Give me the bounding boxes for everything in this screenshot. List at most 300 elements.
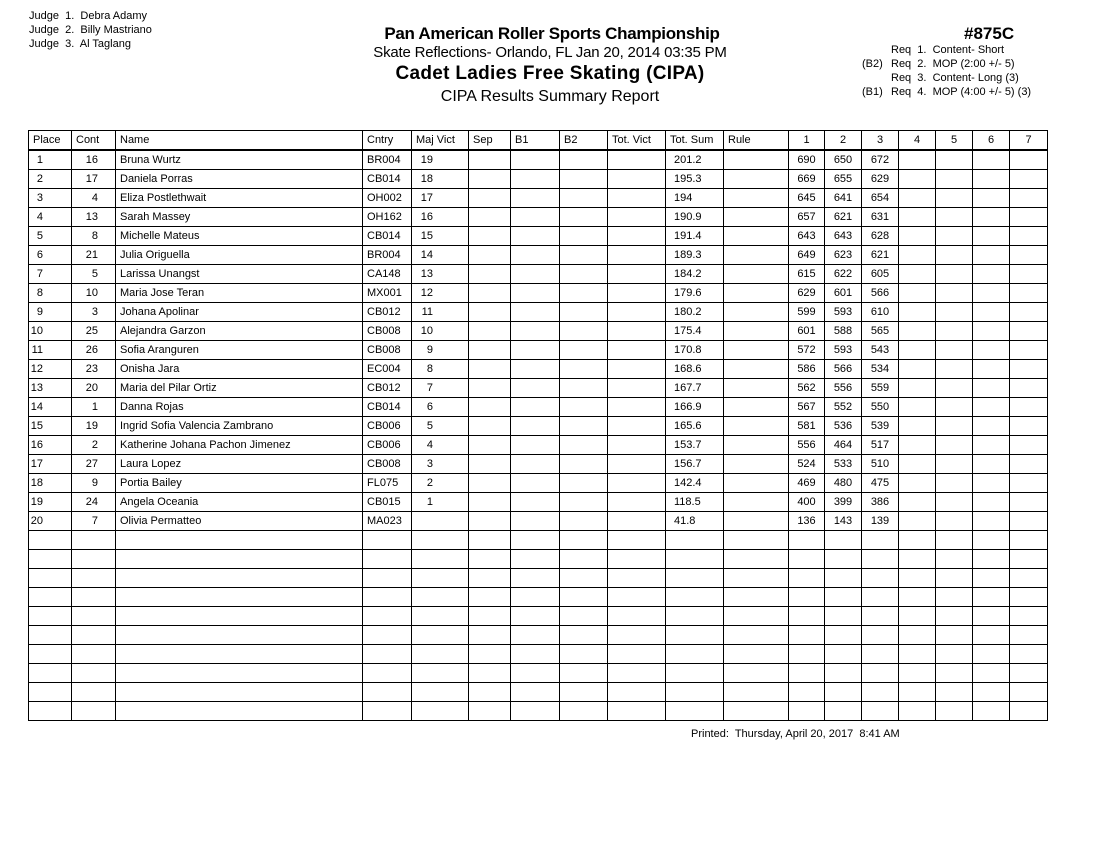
- cell-judge-6: [973, 607, 1010, 626]
- col-header-tot-sum: Tot. Sum: [666, 131, 724, 151]
- cell-b2: [560, 360, 608, 379]
- table-row: [29, 436, 1048, 455]
- cell-cont: 23: [72, 360, 116, 379]
- requirement-3: [862, 71, 1031, 85]
- cell-judge-4: [899, 246, 936, 265]
- cell-place: 20: [29, 512, 72, 531]
- empty-table-row: [29, 607, 1048, 626]
- cell-b1: [511, 512, 560, 531]
- empty-table-row: [29, 626, 1048, 645]
- cell-judge-2: 533: [825, 455, 862, 474]
- cell-judge-7: [1010, 493, 1048, 512]
- cell-name: Michelle Mateus: [116, 227, 363, 246]
- cell-cont: 16: [72, 150, 116, 170]
- cell-judge-1: 586: [789, 360, 825, 379]
- cell-judge-6: [973, 379, 1010, 398]
- cell-judge-1: 567: [789, 398, 825, 417]
- cell-tot-sum: 175.4: [666, 322, 724, 341]
- cell-sep: [469, 493, 511, 512]
- cell-judge-3: [862, 569, 899, 588]
- cell-judge-6: [973, 398, 1010, 417]
- cell-judge-2: [825, 531, 862, 550]
- cell-judge-3: [862, 702, 899, 721]
- cell-cntry: CB014: [363, 170, 412, 189]
- cell-b2: [560, 150, 608, 170]
- cell-b2: [560, 455, 608, 474]
- cell-sep: [469, 531, 511, 550]
- cell-tot-sum: [666, 531, 724, 550]
- results-table: [28, 130, 1048, 721]
- cell-tot-vict: [608, 569, 666, 588]
- cell-sep: [469, 645, 511, 664]
- cell-maj-vict: [412, 398, 469, 417]
- cell-rule: [724, 493, 789, 512]
- cell-tot-vict: [608, 645, 666, 664]
- cell-place: [29, 531, 72, 550]
- cell-rule: [724, 569, 789, 588]
- table-row: [29, 303, 1048, 322]
- report-header: [340, 24, 760, 107]
- col-header-judge-4: 4: [899, 131, 936, 151]
- cell-place: [29, 645, 72, 664]
- cell-rule: [724, 474, 789, 493]
- cell-rule: [724, 208, 789, 227]
- cell-b1: [511, 379, 560, 398]
- cell-judge-5: [936, 417, 973, 436]
- cell-cntry: [363, 683, 412, 702]
- judge-1: [29, 9, 152, 23]
- cell-cont: 13: [72, 208, 116, 227]
- cell-b1: [511, 246, 560, 265]
- cell-tot-sum: [666, 645, 724, 664]
- cell-cont: 8: [72, 227, 116, 246]
- cell-tot-vict: [608, 189, 666, 208]
- cell-sep: [469, 417, 511, 436]
- maj-vict-value: 2: [426, 476, 433, 489]
- cell-judge-6: [973, 322, 1010, 341]
- cell-b2: [560, 702, 608, 721]
- cell-rule: [724, 512, 789, 531]
- cell-tot-vict: [608, 455, 666, 474]
- cell-place: 5: [29, 227, 72, 246]
- cell-judge-4: [899, 683, 936, 702]
- cell-tot-sum: 170.8: [666, 341, 724, 360]
- maj-vict-value: 16: [420, 210, 433, 223]
- cell-b1: [511, 569, 560, 588]
- cell-rule: [724, 150, 789, 170]
- cell-cntry: CB006: [363, 417, 412, 436]
- cell-judge-2: [825, 588, 862, 607]
- cell-name: Sarah Massey: [116, 208, 363, 227]
- cell-judge-6: [973, 531, 1010, 550]
- cell-judge-4: [899, 474, 936, 493]
- printed-timestamp: Printed: Thursday, April 20, 2017 8:41 AM: [691, 728, 900, 740]
- cell-cntry: [363, 664, 412, 683]
- cell-judge-1: 645: [789, 189, 825, 208]
- cell-judge-5: [936, 303, 973, 322]
- maj-vict-value: 11: [421, 305, 433, 318]
- cell-tot-sum: 156.7: [666, 455, 724, 474]
- event-title: Pan American Roller Sports Championship: [384, 24, 720, 43]
- cell-judge-4: [899, 664, 936, 683]
- cell-judge-3: 672: [862, 150, 899, 170]
- cell-tot-vict: [608, 436, 666, 455]
- col-header-cont: Cont: [72, 131, 116, 151]
- cell-judge-3: 386: [862, 493, 899, 512]
- table-row: [29, 379, 1048, 398]
- cell-judge-4: [899, 170, 936, 189]
- cell-place: 11: [29, 341, 72, 360]
- cell-judge-6: [973, 208, 1010, 227]
- col-header-b1: B1: [511, 131, 560, 151]
- cell-name: [116, 607, 363, 626]
- cell-judge-4: [899, 531, 936, 550]
- cell-cont: 20: [72, 379, 116, 398]
- cell-judge-1: [789, 664, 825, 683]
- cell-tot-sum: 184.2: [666, 265, 724, 284]
- cell-rule: [724, 588, 789, 607]
- cell-tot-sum: 168.6: [666, 360, 724, 379]
- cell-judge-4: [899, 150, 936, 170]
- cell-judge-3: 550: [862, 398, 899, 417]
- cell-sep: [469, 303, 511, 322]
- cell-judge-5: [936, 512, 973, 531]
- cell-maj-vict: [412, 474, 469, 493]
- cell-judge-1: [789, 550, 825, 569]
- cell-judge-2: [825, 607, 862, 626]
- cell-maj-vict: [412, 322, 469, 341]
- cell-sep: [469, 322, 511, 341]
- cell-judge-6: [973, 417, 1010, 436]
- judge-2: [29, 23, 152, 37]
- cell-name: Ingrid Sofia Valencia Zambrano: [116, 417, 363, 436]
- cell-tot-sum: 194: [666, 189, 724, 208]
- cell-b1: [511, 626, 560, 645]
- cell-maj-vict: [412, 569, 469, 588]
- cell-rule: [724, 341, 789, 360]
- maj-vict-value: 8: [426, 362, 433, 375]
- cell-judge-3: 654: [862, 189, 899, 208]
- cell-tot-sum: 179.6: [666, 284, 724, 303]
- cell-place: 16: [29, 436, 72, 455]
- cell-cntry: CB012: [363, 303, 412, 322]
- cell-judge-5: [936, 170, 973, 189]
- cell-judge-1: 649: [789, 246, 825, 265]
- cell-sep: [469, 246, 511, 265]
- cell-judge-4: [899, 417, 936, 436]
- cell-judge-7: [1010, 569, 1048, 588]
- table-row: [29, 246, 1048, 265]
- cell-maj-vict: [412, 360, 469, 379]
- cell-tot-sum: [666, 607, 724, 626]
- cell-b2: [560, 341, 608, 360]
- cell-rule: [724, 607, 789, 626]
- cell-judge-4: [899, 341, 936, 360]
- cell-judge-4: [899, 322, 936, 341]
- cell-judge-6: [973, 588, 1010, 607]
- cell-tot-vict: [608, 341, 666, 360]
- cell-judge-7: [1010, 702, 1048, 721]
- cell-tot-vict: [608, 588, 666, 607]
- cell-rule: [724, 360, 789, 379]
- cell-place: [29, 607, 72, 626]
- cell-sep: [469, 626, 511, 645]
- cell-b1: [511, 531, 560, 550]
- cell-cont: 9: [72, 474, 116, 493]
- cell-sep: [469, 550, 511, 569]
- cell-judge-2: 623: [825, 246, 862, 265]
- cell-maj-vict: [412, 531, 469, 550]
- cell-tot-sum: 189.3: [666, 246, 724, 265]
- cell-tot-vict: [608, 360, 666, 379]
- cell-judge-3: 565: [862, 322, 899, 341]
- cell-judge-3: 605: [862, 265, 899, 284]
- cell-judge-1: 556: [789, 436, 825, 455]
- cell-judge-3: 534: [862, 360, 899, 379]
- cell-judge-6: [973, 436, 1010, 455]
- cell-rule: [724, 664, 789, 683]
- cell-name: Julia Origuella: [116, 246, 363, 265]
- cell-cont: 2: [72, 436, 116, 455]
- table-row: [29, 493, 1048, 512]
- cell-judge-7: [1010, 550, 1048, 569]
- cell-maj-vict: [412, 341, 469, 360]
- cell-tot-sum: [666, 569, 724, 588]
- cell-tot-sum: 201.2: [666, 150, 724, 170]
- requirement-text: Req 2. MOP (2:00 +/- 5): [891, 58, 1015, 70]
- cell-judge-7: [1010, 360, 1048, 379]
- cell-judge-5: [936, 360, 973, 379]
- cell-judge-5: [936, 455, 973, 474]
- cell-name: Maria del Pilar Ortiz: [116, 379, 363, 398]
- cell-name: Portia Bailey: [116, 474, 363, 493]
- cell-rule: [724, 702, 789, 721]
- requirement-prefix: [862, 71, 891, 85]
- cell-name: Bruna Wurtz: [116, 150, 363, 170]
- cell-judge-3: [862, 683, 899, 702]
- cell-tot-sum: [666, 550, 724, 569]
- cell-name: Angela Oceania: [116, 493, 363, 512]
- cell-judge-7: [1010, 208, 1048, 227]
- maj-vict-value: 3: [426, 457, 433, 470]
- cell-judge-2: 536: [825, 417, 862, 436]
- judge-label: Judge 1.: [29, 10, 75, 22]
- cell-tot-vict: [608, 322, 666, 341]
- judges-list: [29, 9, 152, 51]
- cell-judge-5: [936, 702, 973, 721]
- cell-cntry: [363, 702, 412, 721]
- col-header-sep: Sep: [469, 131, 511, 151]
- cell-cntry: OH162: [363, 208, 412, 227]
- cell-cntry: [363, 550, 412, 569]
- cell-cntry: CB008: [363, 341, 412, 360]
- cell-judge-7: [1010, 645, 1048, 664]
- col-header-judge-2: 2: [825, 131, 862, 151]
- cell-sep: [469, 588, 511, 607]
- cell-tot-sum: 118.5: [666, 493, 724, 512]
- cell-tot-vict: [608, 227, 666, 246]
- cell-maj-vict: [412, 493, 469, 512]
- empty-table-row: [29, 569, 1048, 588]
- cell-judge-2: [825, 683, 862, 702]
- cell-judge-6: [973, 645, 1010, 664]
- cell-judge-6: [973, 493, 1010, 512]
- maj-vict-value: 9: [426, 343, 433, 356]
- cell-judge-4: [899, 550, 936, 569]
- col-header-judge-6: 6: [973, 131, 1010, 151]
- cell-maj-vict: [412, 436, 469, 455]
- cell-judge-7: [1010, 588, 1048, 607]
- cell-rule: [724, 284, 789, 303]
- cell-b1: [511, 208, 560, 227]
- cell-b1: [511, 227, 560, 246]
- cell-tot-vict: [608, 531, 666, 550]
- table-row: [29, 150, 1048, 170]
- cell-name: [116, 702, 363, 721]
- cell-sep: [469, 455, 511, 474]
- cell-judge-2: 566: [825, 360, 862, 379]
- cell-judge-6: [973, 474, 1010, 493]
- cell-cntry: CB008: [363, 322, 412, 341]
- cell-tot-vict: [608, 702, 666, 721]
- cell-judge-7: [1010, 189, 1048, 208]
- cell-name: Maria Jose Teran: [116, 284, 363, 303]
- cell-sep: [469, 227, 511, 246]
- cell-maj-vict: [412, 626, 469, 645]
- cell-judge-1: 669: [789, 170, 825, 189]
- cell-judge-7: [1010, 227, 1048, 246]
- cell-judge-2: 601: [825, 284, 862, 303]
- cell-judge-1: 136: [789, 512, 825, 531]
- table-row: [29, 208, 1048, 227]
- cell-name: [116, 664, 363, 683]
- cell-judge-2: [825, 664, 862, 683]
- cell-judge-6: [973, 246, 1010, 265]
- cell-judge-7: [1010, 170, 1048, 189]
- cell-tot-sum: 167.7: [666, 379, 724, 398]
- cell-maj-vict: [412, 246, 469, 265]
- cell-cntry: CB006: [363, 436, 412, 455]
- cell-cntry: CB012: [363, 379, 412, 398]
- cell-rule: [724, 398, 789, 417]
- cell-tot-vict: [608, 512, 666, 531]
- cell-tot-vict: [608, 398, 666, 417]
- cell-sep: [469, 360, 511, 379]
- cell-judge-6: [973, 683, 1010, 702]
- maj-vict-value: 19: [420, 153, 433, 166]
- cell-judge-4: [899, 284, 936, 303]
- col-header-judge-3: 3: [862, 131, 899, 151]
- cell-tot-vict: [608, 208, 666, 227]
- cell-b1: [511, 322, 560, 341]
- cell-judge-6: [973, 189, 1010, 208]
- cell-judge-5: [936, 150, 973, 170]
- cell-name: [116, 588, 363, 607]
- col-header-maj-vict: Maj Vict: [412, 131, 469, 151]
- cell-judge-7: [1010, 379, 1048, 398]
- cell-place: [29, 702, 72, 721]
- cell-b1: [511, 303, 560, 322]
- cell-cont: [72, 645, 116, 664]
- cell-cont: [72, 569, 116, 588]
- cell-place: 12: [29, 360, 72, 379]
- cell-judge-4: [899, 569, 936, 588]
- requirement-text: Req 3. Content- Long (3): [891, 72, 1019, 84]
- cell-b2: [560, 322, 608, 341]
- cell-name: Daniela Porras: [116, 170, 363, 189]
- cell-b2: [560, 417, 608, 436]
- cell-tot-sum: 153.7: [666, 436, 724, 455]
- cell-judge-3: 628: [862, 227, 899, 246]
- cell-cont: 19: [72, 417, 116, 436]
- cell-cntry: FL075: [363, 474, 412, 493]
- cell-judge-2: 593: [825, 341, 862, 360]
- cell-name: Katherine Johana Pachon Jimenez: [116, 436, 363, 455]
- cell-rule: [724, 455, 789, 474]
- cell-judge-3: [862, 664, 899, 683]
- cell-judge-4: [899, 265, 936, 284]
- cell-rule: [724, 436, 789, 455]
- cell-b2: [560, 303, 608, 322]
- cell-b2: [560, 284, 608, 303]
- cell-name: [116, 683, 363, 702]
- cell-cont: [72, 531, 116, 550]
- cell-judge-3: [862, 645, 899, 664]
- table-row: [29, 341, 1048, 360]
- cell-judge-6: [973, 265, 1010, 284]
- maj-vict-value: 1: [426, 495, 433, 508]
- cell-maj-vict: [412, 227, 469, 246]
- cell-tot-sum: 165.6: [666, 417, 724, 436]
- cell-b1: [511, 189, 560, 208]
- cell-cont: [72, 626, 116, 645]
- cell-judge-6: [973, 341, 1010, 360]
- empty-table-row: [29, 645, 1048, 664]
- maj-vict-value: 7: [426, 381, 433, 394]
- cell-place: 15: [29, 417, 72, 436]
- cell-cntry: BR004: [363, 246, 412, 265]
- table-row: [29, 322, 1048, 341]
- cell-cont: [72, 607, 116, 626]
- cell-cntry: [363, 626, 412, 645]
- cell-cntry: CB014: [363, 398, 412, 417]
- maj-vict-value: 6: [426, 400, 433, 413]
- cell-judge-2: [825, 569, 862, 588]
- cell-judge-1: 643: [789, 227, 825, 246]
- cell-tot-sum: [666, 588, 724, 607]
- cell-place: [29, 569, 72, 588]
- cell-judge-4: [899, 398, 936, 417]
- cell-maj-vict: [412, 189, 469, 208]
- cell-cntry: CA148: [363, 265, 412, 284]
- cell-judge-4: [899, 379, 936, 398]
- cell-judge-6: [973, 550, 1010, 569]
- cell-judge-3: 139: [862, 512, 899, 531]
- cell-cont: 7: [72, 512, 116, 531]
- cell-cntry: MA023: [363, 512, 412, 531]
- cell-judge-3: 566: [862, 284, 899, 303]
- cell-judge-3: 543: [862, 341, 899, 360]
- cell-judge-7: [1010, 626, 1048, 645]
- empty-table-row: [29, 664, 1048, 683]
- cell-judge-5: [936, 645, 973, 664]
- cell-judge-1: [789, 607, 825, 626]
- cell-cont: [72, 683, 116, 702]
- cell-judge-7: [1010, 531, 1048, 550]
- cell-judge-4: [899, 512, 936, 531]
- cell-judge-2: 643: [825, 227, 862, 246]
- cell-judge-2: 464: [825, 436, 862, 455]
